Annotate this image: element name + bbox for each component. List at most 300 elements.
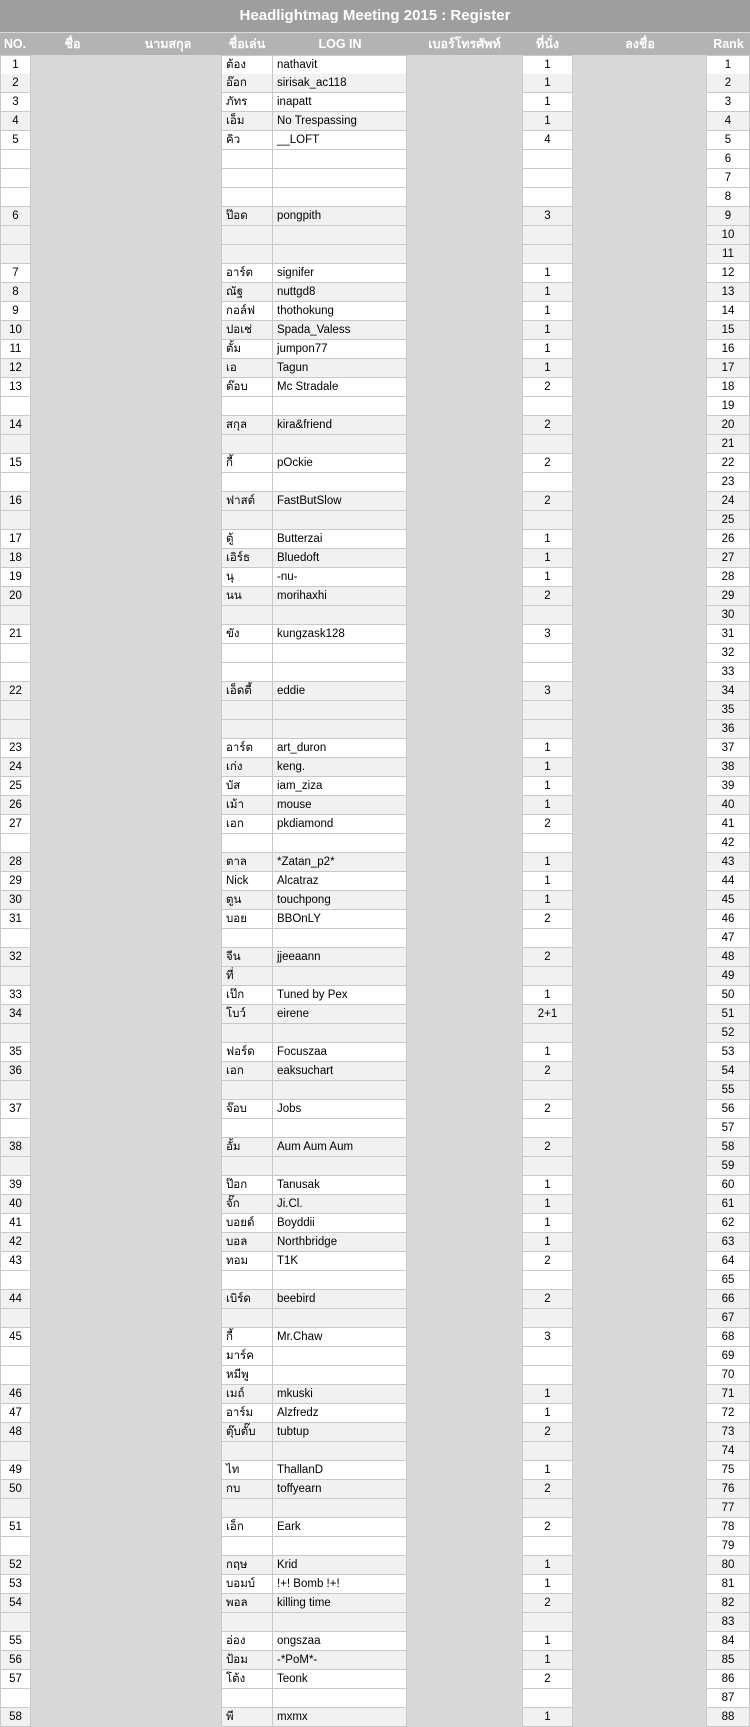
- cell-no: 6: [0, 207, 31, 226]
- table-row: [0, 1252, 750, 1271]
- cell-rank: 18: [706, 378, 750, 397]
- cell-rank: 83: [706, 1613, 750, 1632]
- cell-nickname: [221, 1499, 273, 1518]
- cell-seat: 1: [522, 758, 573, 777]
- cell-seat: 2: [522, 1290, 573, 1309]
- cell-seat: 1: [522, 986, 573, 1005]
- cell-seat: 4: [522, 131, 573, 150]
- cell-login: [273, 606, 407, 625]
- cell-rank: 60: [706, 1176, 750, 1195]
- cell-nickname: [221, 1157, 273, 1176]
- cell-rank: 85: [706, 1651, 750, 1670]
- cell-rank: 22: [706, 454, 750, 473]
- cell-no: [0, 929, 31, 948]
- cell-nickname: เม้า: [221, 796, 273, 815]
- table-row: [0, 796, 750, 815]
- cell-rank: 43: [706, 853, 750, 872]
- cell-login: [273, 663, 407, 682]
- cell-rank: 11: [706, 245, 750, 264]
- cell-nickname: [221, 1442, 273, 1461]
- cell-nickname: เอ็ม: [221, 112, 273, 131]
- cell-rank: 82: [706, 1594, 750, 1613]
- cell-no: 56: [0, 1651, 31, 1670]
- cell-rank: 61: [706, 1195, 750, 1214]
- cell-rank: 42: [706, 834, 750, 853]
- cell-login: Boyddii: [273, 1214, 407, 1233]
- cell-seat: 1: [522, 1233, 573, 1252]
- cell-rank: 49: [706, 967, 750, 986]
- cell-nickname: กฤษ: [221, 1556, 273, 1575]
- cell-nickname: ขัง: [221, 625, 273, 644]
- cell-seat: 2: [522, 454, 573, 473]
- cell-no: 49: [0, 1461, 31, 1480]
- cell-seat: 3: [522, 1328, 573, 1347]
- cell-seat: [522, 644, 573, 663]
- table-row: [0, 416, 750, 435]
- cell-seat: 2: [522, 1594, 573, 1613]
- cell-nickname: พอล: [221, 1594, 273, 1613]
- cell-rank: 33: [706, 663, 750, 682]
- cell-nickname: [221, 1613, 273, 1632]
- cell-nickname: เอิร์ธ: [221, 549, 273, 568]
- cell-nickname: [221, 720, 273, 739]
- cell-login: [273, 1499, 407, 1518]
- cell-nickname: [221, 1309, 273, 1328]
- cell-rank: 34: [706, 682, 750, 701]
- cell-rank: 21: [706, 435, 750, 454]
- cell-nickname: อ่อง: [221, 1632, 273, 1651]
- cell-nickname: Nick: [221, 872, 273, 891]
- cell-rank: 88: [706, 1708, 750, 1727]
- table-row: [0, 549, 750, 568]
- cell-login: toffyearn: [273, 1480, 407, 1499]
- cell-login: [273, 245, 407, 264]
- cell-no: 1: [0, 55, 31, 75]
- table-row: [0, 1632, 750, 1651]
- cell-no: [0, 511, 31, 530]
- cell-nickname: คิว: [221, 131, 273, 150]
- cell-no: 30: [0, 891, 31, 910]
- cell-nickname: อาร์ม: [221, 1404, 273, 1423]
- column-header-login: LOG IN: [318, 37, 362, 51]
- cell-nickname: ทอม: [221, 1252, 273, 1271]
- cell-rank: 14: [706, 302, 750, 321]
- cell-nickname: บอยด์: [221, 1214, 273, 1233]
- cell-nickname: ฟอร์ด: [221, 1043, 273, 1062]
- cell-seat: [522, 1499, 573, 1518]
- table-row: [0, 264, 750, 283]
- table-row: [0, 815, 750, 834]
- cell-rank: 67: [706, 1309, 750, 1328]
- cell-seat: [522, 511, 573, 530]
- cell-seat: [522, 606, 573, 625]
- cell-rank: 3: [706, 93, 750, 112]
- cell-nickname: [221, 188, 273, 207]
- cell-seat: 1: [522, 1708, 573, 1727]
- cell-nickname: ตาล: [221, 853, 273, 872]
- cell-nickname: ภัทร: [221, 93, 273, 112]
- cell-login: [273, 435, 407, 454]
- cell-seat: 2: [522, 587, 573, 606]
- cell-seat: [522, 1157, 573, 1176]
- cell-seat: 1: [522, 1043, 573, 1062]
- cell-rank: 73: [706, 1423, 750, 1442]
- cell-login: [273, 473, 407, 492]
- cell-rank: 15: [706, 321, 750, 340]
- table-row: [0, 891, 750, 910]
- cell-login: [273, 1271, 407, 1290]
- table-row: [0, 1556, 750, 1575]
- cell-seat: 1: [522, 112, 573, 131]
- cell-seat: 1: [522, 1461, 573, 1480]
- table-row: [0, 302, 750, 321]
- cell-seat: 1: [522, 1632, 573, 1651]
- cell-no: [0, 1081, 31, 1100]
- table-row: [0, 492, 750, 511]
- cell-login: [273, 1157, 407, 1176]
- cell-nickname: จั๊ก: [221, 1195, 273, 1214]
- cell-nickname: [221, 644, 273, 663]
- cell-seat: 1: [522, 302, 573, 321]
- table-row: [0, 1518, 750, 1537]
- cell-no: [0, 150, 31, 169]
- table-row: [0, 1024, 750, 1043]
- cell-seat: [522, 1613, 573, 1632]
- cell-no: 7: [0, 264, 31, 283]
- cell-login: ongszaa: [273, 1632, 407, 1651]
- cell-no: 33: [0, 986, 31, 1005]
- cell-login: [273, 1024, 407, 1043]
- cell-rank: 77: [706, 1499, 750, 1518]
- cell-login: [273, 226, 407, 245]
- cell-login: Northbridge: [273, 1233, 407, 1252]
- cell-rank: 9: [706, 207, 750, 226]
- cell-nickname: [221, 1271, 273, 1290]
- cell-rank: 20: [706, 416, 750, 435]
- cell-login: Krid: [273, 1556, 407, 1575]
- cell-rank: 30: [706, 606, 750, 625]
- cell-seat: 1: [522, 264, 573, 283]
- cell-rank: 62: [706, 1214, 750, 1233]
- table-row: [0, 625, 750, 644]
- cell-login: inapatt: [273, 93, 407, 112]
- cell-seat: 1: [522, 340, 573, 359]
- cell-no: 44: [0, 1290, 31, 1309]
- cell-seat: [522, 720, 573, 739]
- cell-login: BBOnLY: [273, 910, 407, 929]
- table-row: [0, 644, 750, 663]
- cell-rank: 16: [706, 340, 750, 359]
- cell-no: [0, 663, 31, 682]
- table-row: [0, 112, 750, 131]
- cell-no: 48: [0, 1423, 31, 1442]
- cell-seat: [522, 1347, 573, 1366]
- cell-rank: 48: [706, 948, 750, 967]
- cell-nickname: เมถ์: [221, 1385, 273, 1404]
- cell-login: [273, 511, 407, 530]
- cell-rank: 66: [706, 1290, 750, 1309]
- cell-nickname: ที่: [221, 967, 273, 986]
- cell-login: [273, 1347, 407, 1366]
- cell-seat: 1: [522, 1556, 573, 1575]
- table-row: [0, 853, 750, 872]
- cell-rank: 86: [706, 1670, 750, 1689]
- cell-login: beebird: [273, 1290, 407, 1309]
- cell-no: 23: [0, 739, 31, 758]
- cell-no: [0, 701, 31, 720]
- cell-nickname: ป๊อด: [221, 207, 273, 226]
- table-row: [0, 1499, 750, 1518]
- table-row: [0, 1480, 750, 1499]
- cell-nickname: เก่ง: [221, 758, 273, 777]
- cell-nickname: กอล์ฟ: [221, 302, 273, 321]
- cell-nickname: อาร์ต: [221, 264, 273, 283]
- cell-login: [273, 644, 407, 663]
- cell-no: 27: [0, 815, 31, 834]
- cell-login: art_duron: [273, 739, 407, 758]
- cell-rank: 32: [706, 644, 750, 663]
- cell-rank: 68: [706, 1328, 750, 1347]
- cell-rank: 29: [706, 587, 750, 606]
- cell-rank: 5: [706, 131, 750, 150]
- cell-rank: 75: [706, 1461, 750, 1480]
- cell-no: 16: [0, 492, 31, 511]
- table-row: [0, 74, 750, 93]
- cell-login: jumpon77: [273, 340, 407, 359]
- cell-nickname: สกุล: [221, 416, 273, 435]
- cell-rank: 1: [706, 55, 750, 75]
- cell-rank: 50: [706, 986, 750, 1005]
- cell-no: 55: [0, 1632, 31, 1651]
- column-header-name: ชื่อ: [64, 37, 81, 51]
- table-row: [0, 359, 750, 378]
- cell-nickname: [221, 1081, 273, 1100]
- cell-nickname: [221, 150, 273, 169]
- cell-nickname: [221, 245, 273, 264]
- cell-login: thothokung: [273, 302, 407, 321]
- table-row: [0, 397, 750, 416]
- cell-seat: [522, 188, 573, 207]
- table-row: [0, 701, 750, 720]
- cell-nickname: บอล: [221, 1233, 273, 1252]
- cell-rank: 8: [706, 188, 750, 207]
- cell-no: [0, 1119, 31, 1138]
- cell-seat: 3: [522, 625, 573, 644]
- table-row: [0, 1328, 750, 1347]
- cell-seat: [522, 1537, 573, 1556]
- cell-login: [273, 188, 407, 207]
- cell-seat: 1: [522, 74, 573, 93]
- cell-seat: [522, 1689, 573, 1708]
- cell-nickname: โต้ง: [221, 1670, 273, 1689]
- cell-rank: 17: [706, 359, 750, 378]
- cell-nickname: อาร์ต: [221, 739, 273, 758]
- cell-nickname: ตั้ม: [221, 340, 273, 359]
- table-row: [0, 1157, 750, 1176]
- cell-rank: 13: [706, 283, 750, 302]
- table-row: [0, 473, 750, 492]
- cell-login: mouse: [273, 796, 407, 815]
- cell-rank: 26: [706, 530, 750, 549]
- cell-seat: [522, 929, 573, 948]
- table-row: [0, 1214, 750, 1233]
- cell-rank: 81: [706, 1575, 750, 1594]
- cell-no: 12: [0, 359, 31, 378]
- cell-login: Mc Stradale: [273, 378, 407, 397]
- cell-seat: 2: [522, 378, 573, 397]
- cell-no: 35: [0, 1043, 31, 1062]
- cell-seat: 2+1: [522, 1005, 573, 1024]
- cell-seat: 1: [522, 283, 573, 302]
- table-row: [0, 207, 750, 226]
- cell-seat: [522, 1119, 573, 1138]
- cell-no: [0, 1689, 31, 1708]
- table-body: [0, 55, 750, 1727]
- cell-rank: 46: [706, 910, 750, 929]
- cell-nickname: [221, 1024, 273, 1043]
- cell-rank: 84: [706, 1632, 750, 1651]
- column-header-rank: Rank: [713, 37, 744, 51]
- cell-rank: 37: [706, 739, 750, 758]
- cell-no: 32: [0, 948, 31, 967]
- column-header-surname: นามสกุล: [144, 37, 192, 51]
- table-row: [0, 1670, 750, 1689]
- cell-nickname: ปอเช่: [221, 321, 273, 340]
- cell-nickname: เป๊ก: [221, 986, 273, 1005]
- table-row: [0, 321, 750, 340]
- cell-login: Aum Aum Aum: [273, 1138, 407, 1157]
- cell-login: Tagun: [273, 359, 407, 378]
- table-row: [0, 454, 750, 473]
- cell-seat: 1: [522, 872, 573, 891]
- cell-login: -nu-: [273, 568, 407, 587]
- cell-rank: 2: [706, 74, 750, 93]
- cell-rank: 45: [706, 891, 750, 910]
- cell-login: mkuski: [273, 1385, 407, 1404]
- table-row: [0, 739, 750, 758]
- cell-nickname: กบ: [221, 1480, 273, 1499]
- cell-login: No Trespassing: [273, 112, 407, 131]
- table-row: [0, 1708, 750, 1727]
- cell-nickname: หมีพู: [221, 1366, 273, 1385]
- cell-nickname: [221, 606, 273, 625]
- cell-rank: 74: [706, 1442, 750, 1461]
- cell-login: Butterzai: [273, 530, 407, 549]
- cell-login: pongpith: [273, 207, 407, 226]
- cell-nickname: โบว์: [221, 1005, 273, 1024]
- cell-login: [273, 1366, 407, 1385]
- cell-seat: 1: [522, 1575, 573, 1594]
- cell-nickname: [221, 929, 273, 948]
- cell-nickname: ตุ๊บตั๊บ: [221, 1423, 273, 1442]
- cell-rank: 39: [706, 777, 750, 796]
- table-row: [0, 1442, 750, 1461]
- table-row: [0, 1423, 750, 1442]
- cell-seat: 1: [522, 568, 573, 587]
- cell-rank: 35: [706, 701, 750, 720]
- cell-rank: 41: [706, 815, 750, 834]
- cell-seat: 2: [522, 416, 573, 435]
- cell-seat: 1: [522, 1195, 573, 1214]
- cell-no: 5: [0, 131, 31, 150]
- cell-no: 53: [0, 1575, 31, 1594]
- cell-login: __LOFT: [273, 131, 407, 150]
- cell-login: [273, 701, 407, 720]
- cell-nickname: จ๊อบ: [221, 1100, 273, 1119]
- cell-login: nuttgd8: [273, 283, 407, 302]
- cell-nickname: [221, 226, 273, 245]
- cell-rank: 6: [706, 150, 750, 169]
- cell-no: 31: [0, 910, 31, 929]
- cell-login: [273, 929, 407, 948]
- cell-rank: 79: [706, 1537, 750, 1556]
- cell-nickname: [221, 701, 273, 720]
- cell-nickname: [221, 1689, 273, 1708]
- cell-rank: 23: [706, 473, 750, 492]
- cell-seat: [522, 245, 573, 264]
- cell-no: 46: [0, 1385, 31, 1404]
- table-row: [0, 1594, 750, 1613]
- cell-rank: 56: [706, 1100, 750, 1119]
- cell-login: mxmx: [273, 1708, 407, 1727]
- cell-login: kira&friend: [273, 416, 407, 435]
- cell-rank: 80: [706, 1556, 750, 1575]
- cell-no: 11: [0, 340, 31, 359]
- cell-seat: [522, 701, 573, 720]
- cell-rank: 64: [706, 1252, 750, 1271]
- table-row: [0, 1689, 750, 1708]
- cell-seat: 1: [522, 796, 573, 815]
- table-row: [0, 1575, 750, 1594]
- table-row: [0, 1651, 750, 1670]
- cell-nickname: เบิร์ด: [221, 1290, 273, 1309]
- cell-no: 50: [0, 1480, 31, 1499]
- cell-login: Ji.Cl.: [273, 1195, 407, 1214]
- cell-nickname: มาร์ค: [221, 1347, 273, 1366]
- cell-rank: 72: [706, 1404, 750, 1423]
- cell-rank: 4: [706, 112, 750, 131]
- cell-rank: 24: [706, 492, 750, 511]
- cell-login: Jobs: [273, 1100, 407, 1119]
- cell-seat: 1: [522, 739, 573, 758]
- cell-seat: [522, 435, 573, 454]
- table-row: [0, 1366, 750, 1385]
- cell-no: [0, 1499, 31, 1518]
- cell-seat: [522, 1271, 573, 1290]
- cell-no: 36: [0, 1062, 31, 1081]
- cell-no: [0, 1309, 31, 1328]
- cell-rank: 69: [706, 1347, 750, 1366]
- table-row: [0, 1043, 750, 1062]
- cell-nickname: [221, 435, 273, 454]
- cell-no: 3: [0, 93, 31, 112]
- cell-no: 38: [0, 1138, 31, 1157]
- cell-no: 19: [0, 568, 31, 587]
- cell-seat: 1: [522, 891, 573, 910]
- table-row: [0, 967, 750, 986]
- cell-login: [273, 150, 407, 169]
- cell-nickname: [221, 1119, 273, 1138]
- cell-no: 58: [0, 1708, 31, 1727]
- table-row: [0, 245, 750, 264]
- table-row: [0, 188, 750, 207]
- cell-rank: 44: [706, 872, 750, 891]
- cell-no: [0, 1157, 31, 1176]
- cell-seat: 1: [522, 1404, 573, 1423]
- cell-login: Tanusak: [273, 1176, 407, 1195]
- table-row: [0, 169, 750, 188]
- column-header-sign: ลงชื่อ: [625, 37, 655, 51]
